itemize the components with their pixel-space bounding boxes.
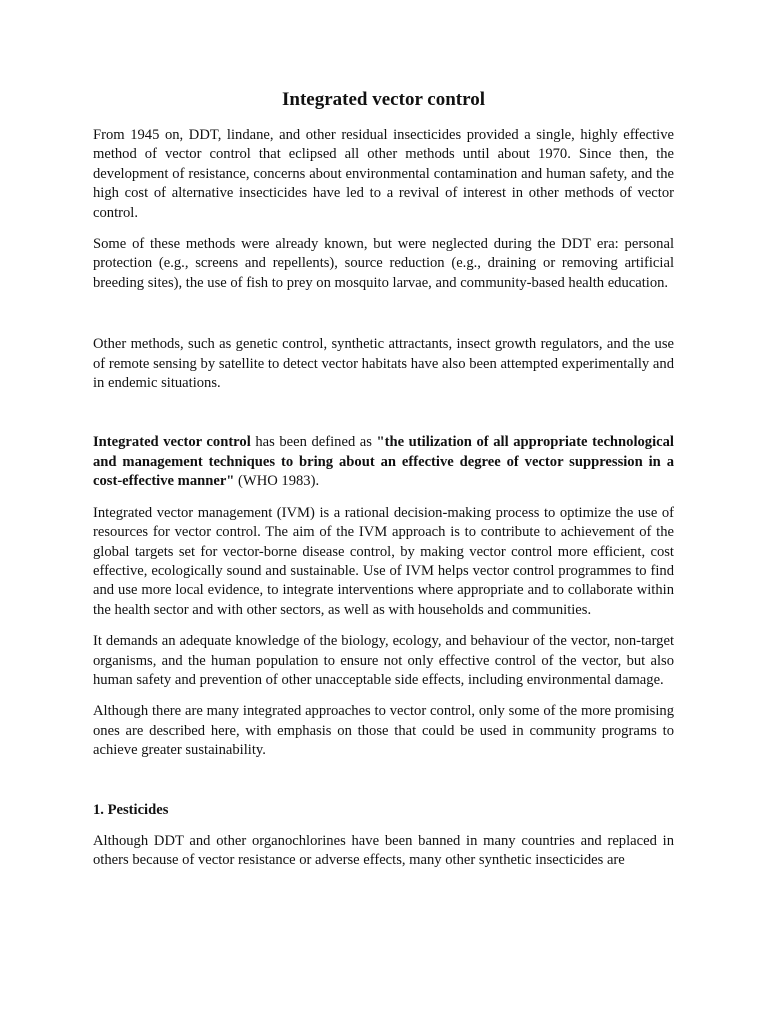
definition-connector: has been defined as	[250, 434, 377, 451]
paragraph-approaches: Although there are many integrated approaches to vector control, only some of the more promising ones are described here, with emphasis on those that could be used in community programs to achieve greater sustainability.	[93, 703, 674, 759]
paragraph-ivm: Integrated vector management (IVM) is a rational decision-making process to optimize the use of resources for vector control. The aim of the IVM approach is to contribute to achievement of the global targets set for vector-borne disease control, by making vector control more efficient, cost effective, ecologically sound and sustainable. Use of IVM helps vector control programmes to find and use more local evidence, to integrate interventions where appropriate and to collaborate within the health sector and with other sectors, as well as with households and communities.	[93, 504, 674, 618]
paragraph-neglected-methods: Some of these methods were already known, but were neglected during the DDT era: personal protection (e.g., screens and repellents), source reduction (e.g., draining or removing artificial breeding sites), the use of fish to prey on mosquito larvae, and community-based health education.	[93, 236, 674, 291]
paragraph-pesticides: Although DDT and other organochlorines have been banned in many countries and replaced in others because of vector resistance or adverse effects, many other synthetic insecticides are	[93, 832, 674, 869]
definition-term: Integrated vector control	[93, 434, 251, 451]
paragraph-definition	[93, 433, 674, 491]
definition-citation: (WHO 1983).	[234, 473, 320, 490]
section-heading-pesticides: 1. Pesticides	[93, 801, 169, 818]
paragraph-knowledge: It demands an adequate knowledge of the biology, ecology, and behaviour of the vector, non-target organisms, and the human population to ensure not only effective control of the vector, but also human safety and prevention of other unacceptable side effects, including environmental damage.	[93, 633, 674, 688]
paragraph-history: From 1945 on, DDT, lindane, and other residual insecticides provided a single, highly effective method of vector control that eclipsed all other methods until about 1970. Since then, the development of resistance, concerns about environmental contamination and human safety, and the high cost of alternative insecticides have led to a revival of interest in other methods of vector control.	[93, 127, 674, 221]
definition-quote: "the utilization of all appropriate technological and management techniques to bring about an effective degree of vector suppression in a cost-effective manner"	[93, 434, 674, 490]
paragraph-other-methods: Other methods, such as genetic control, synthetic attractants, insect growth regulators, and the use of remote sensing by satellite to detect vector habitats have also been attempted experimentally and in endemic situations.	[93, 336, 674, 392]
document-title: Integrated vector control	[282, 89, 485, 110]
